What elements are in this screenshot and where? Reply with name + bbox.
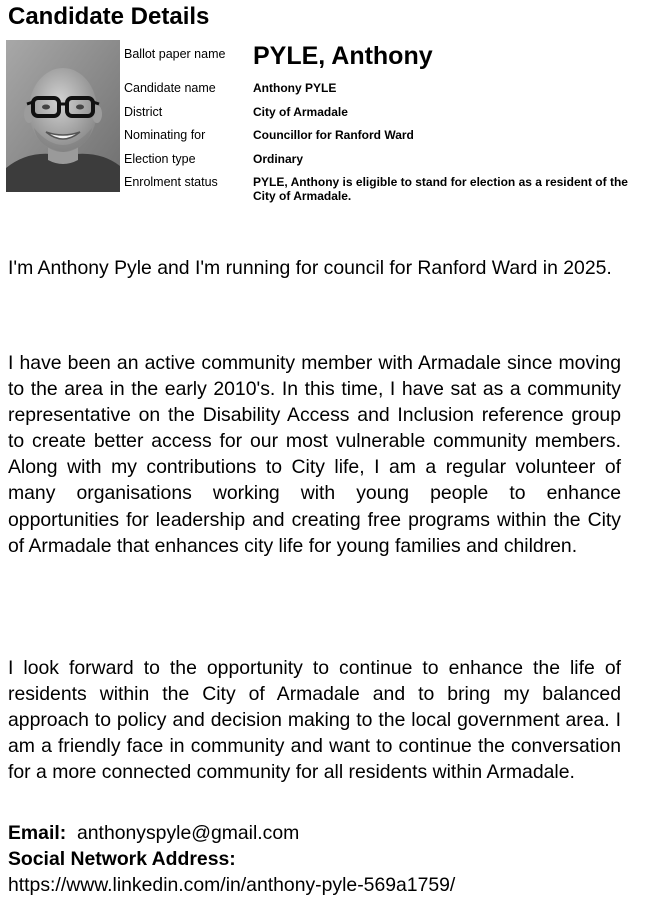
- social-label: Social Network Address:: [8, 848, 236, 870]
- election-type-value: Ordinary: [253, 151, 304, 166]
- nominating-for-value: Councillor for Ranford Ward: [253, 128, 414, 142]
- contact-section: [8, 820, 648, 898]
- email-label: Email:: [8, 822, 67, 844]
- statement-paragraph-1: I'm Anthony Pyle and I'm running for council for Ranford Ward in 2025.: [8, 257, 612, 279]
- detail-row-candidate-name: [124, 80, 650, 104]
- social-label-line: [8, 846, 648, 872]
- enrolment-status-value: PYLE, Anthony is eligible to stand for election as a resident of the City of Armadale.: [253, 175, 628, 203]
- social-link[interactable]: https://www.linkedin.com/in/anthony-pyle-569a1759/: [8, 874, 456, 896]
- detail-row-election-type: [124, 151, 650, 175]
- ballot-name-value: PYLE, Anthony: [253, 42, 433, 70]
- election-type-label: Election type: [124, 151, 196, 166]
- detail-row-enrolment-status: [124, 174, 650, 203]
- social-value-line: [8, 872, 648, 898]
- nominating-for-label: Nominating for: [124, 128, 206, 142]
- enrolment-status-label: Enrolment status: [124, 175, 218, 189]
- detail-row-nominating-for: [124, 127, 650, 151]
- district-label: District: [124, 104, 163, 119]
- detail-row-ballot: [124, 40, 650, 80]
- candidate-name-label: Candidate name: [124, 81, 216, 95]
- ballot-name-label: Ballot paper name: [124, 47, 226, 61]
- detail-row-district: [124, 104, 650, 128]
- email-value[interactable]: anthonyspyle@gmail.com: [76, 822, 300, 844]
- district-value: City of Armadale: [253, 104, 348, 119]
- statement-paragraph-2: I have been an active community member with Armadale since moving to the area in the early 2010's. In this time, I have sat as a community representative on the Disability Access and Inclusion reference group to create better access for our most vulnerable community members. Along with my contributions to City life, I am a regular volunteer of many organisations working with young people to enhance opportunities for leadership and creating free programs within the City of Armadale that enhances city life for young families and children.: [8, 352, 621, 557]
- details-table: [124, 40, 650, 203]
- candidate-photo: [6, 40, 120, 192]
- candidate-name-value: Anthony PYLE: [253, 81, 337, 95]
- statement-paragraph-3: I look forward to the opportunity to continue to enhance the life of residents within the City of Armadale and to bring my balanced approach to policy and decision making to the local government area. I am a friendly face in community and want to continue the conversation for a more connected community for all residents within Armadale.: [8, 657, 621, 784]
- email-line: [8, 820, 648, 846]
- page-title: Candidate Details: [8, 3, 210, 30]
